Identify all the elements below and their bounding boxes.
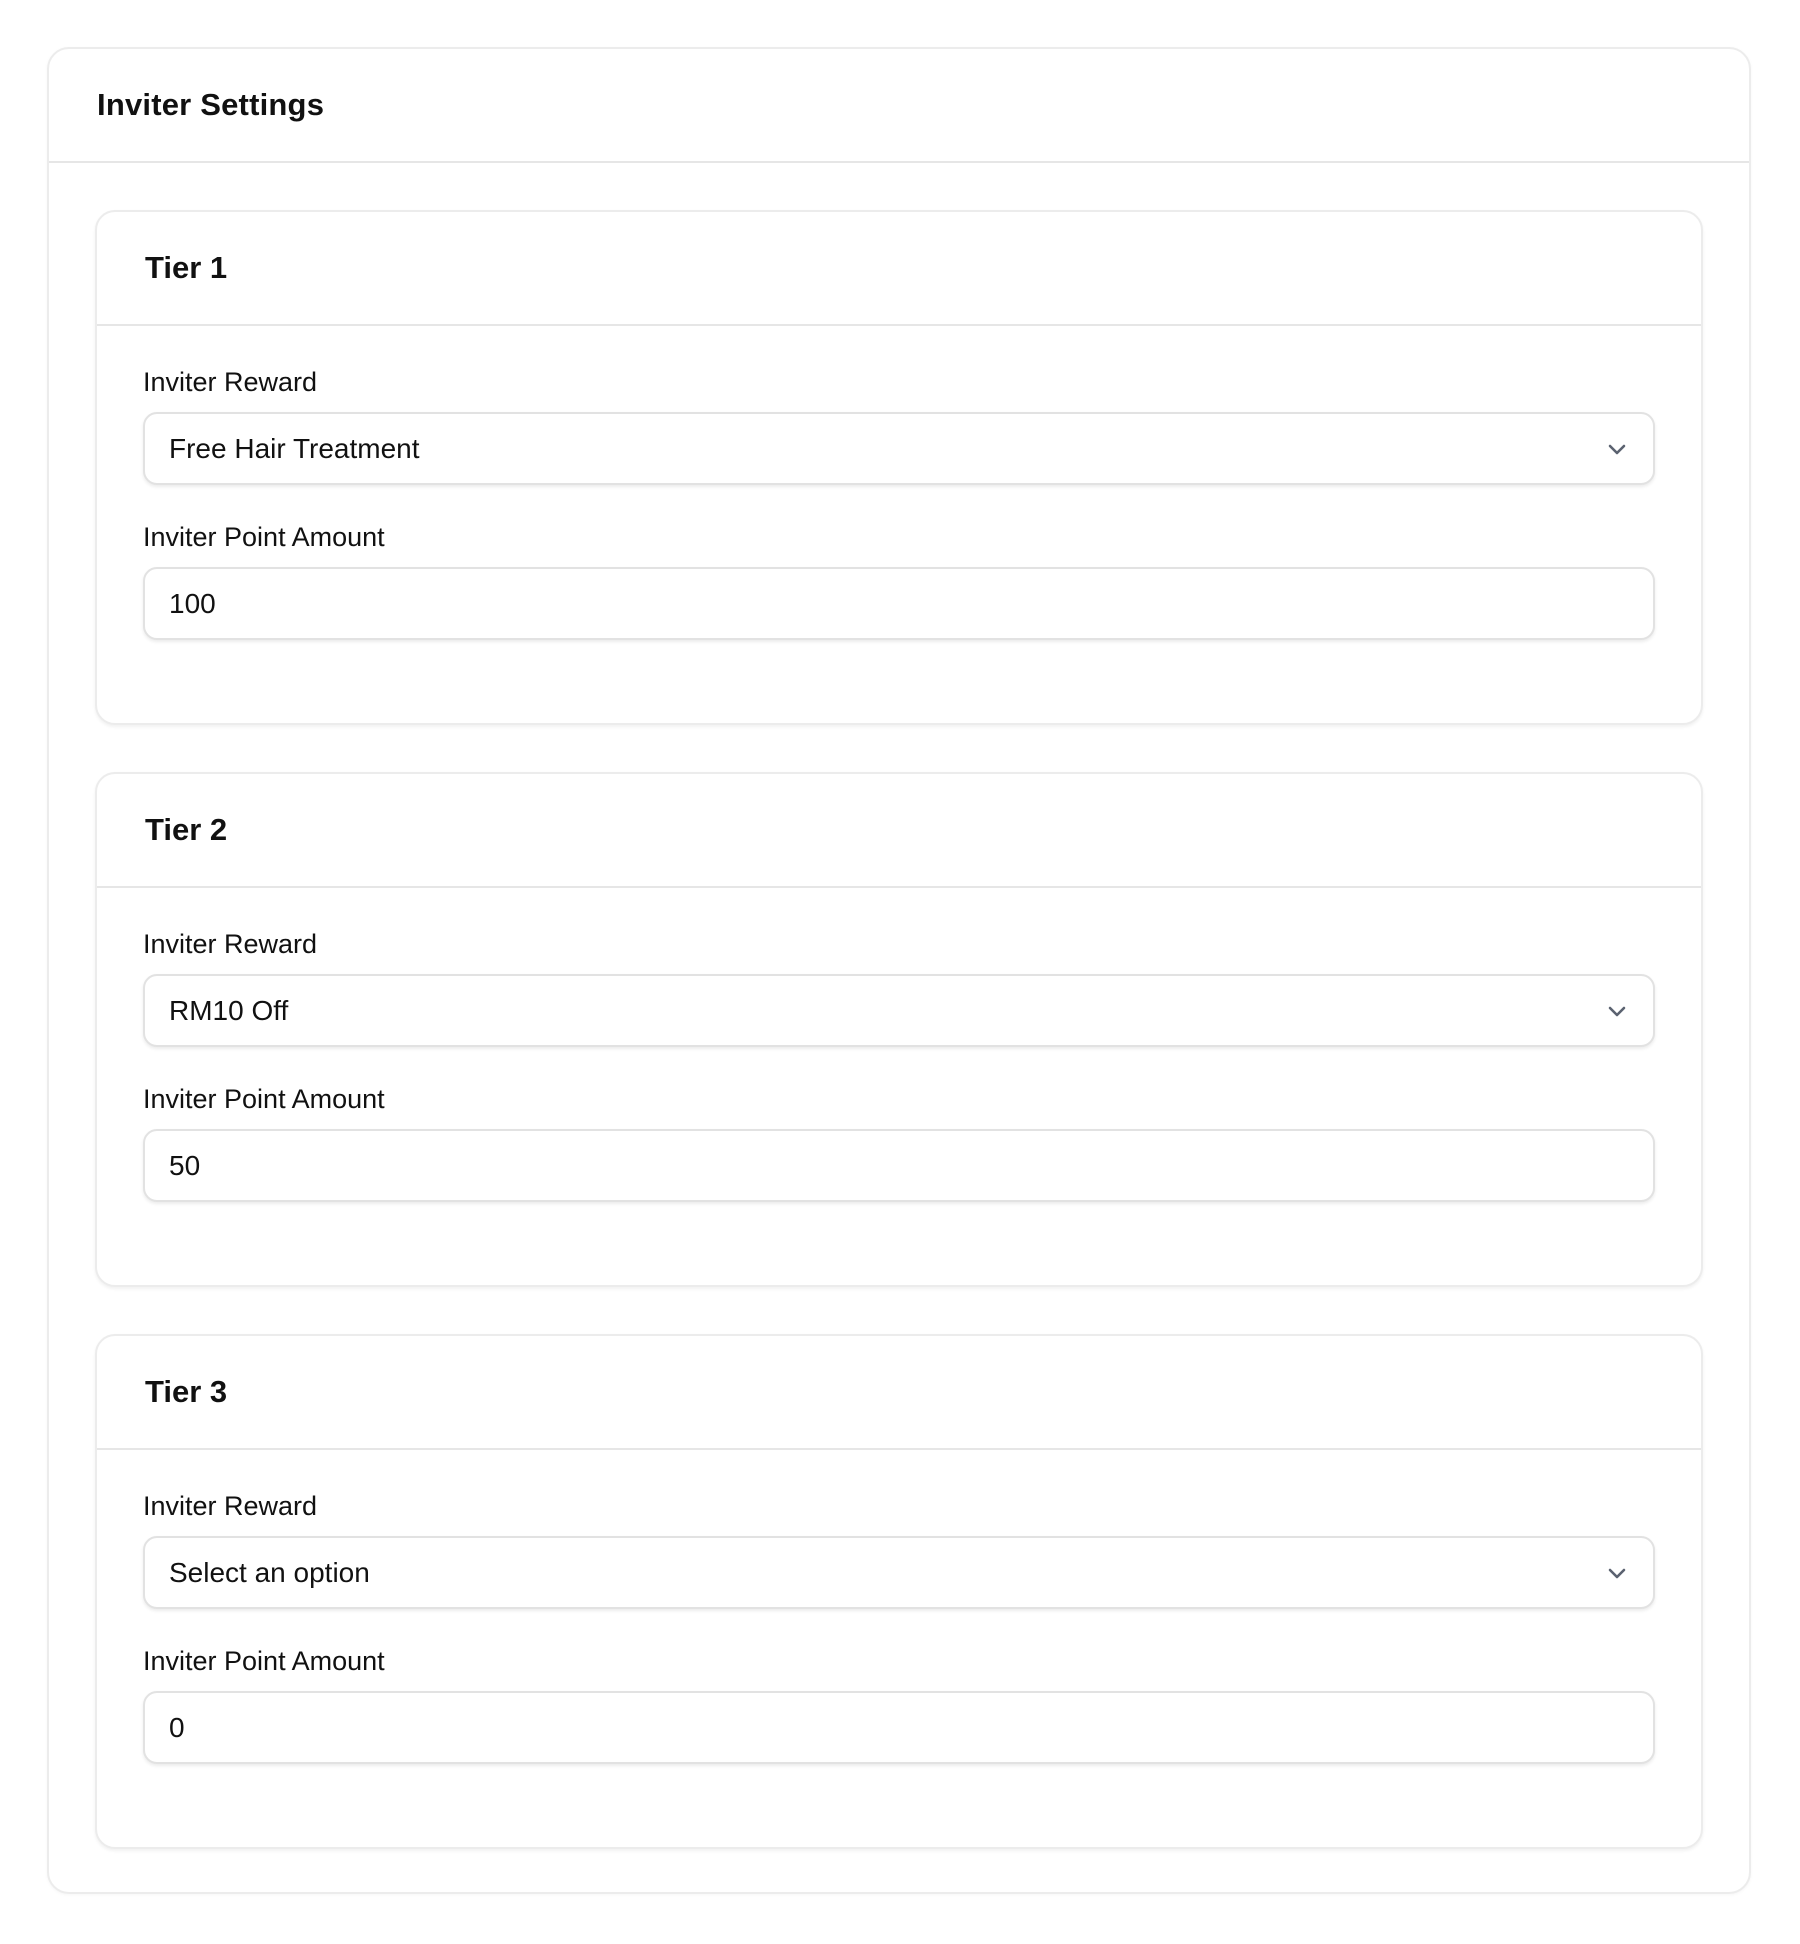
inviter-reward-select[interactable] [143,974,1655,1047]
inviter-point-amount-value: 50 [169,1149,201,1181]
chevron-down-icon [1605,999,1629,1023]
inviter-point-amount-input[interactable] [143,1691,1655,1764]
inviter-reward-label: Inviter Reward [143,1491,318,1521]
tiers-container [49,163,1749,1849]
tier-card-3 [95,1334,1703,1849]
tier-card-2 [95,772,1703,1287]
inviter-reward-value: Free Hair Treatment [169,432,420,464]
inviter-reward-select[interactable] [143,412,1655,485]
tier-card-1 [95,210,1703,725]
inviter-reward-value: RM10 Off [169,994,289,1026]
inviter-point-amount-value: 100 [169,587,216,619]
inviter-reward-select[interactable] [143,1536,1655,1609]
page-title: Inviter Settings [97,87,325,122]
inviter-reward-value: Select an option [169,1556,370,1588]
card-header [49,49,1749,163]
inviter-reward-label: Inviter Reward [143,929,318,959]
tier-title: Tier 2 [145,812,228,847]
tier-header [97,774,1701,888]
inviter-point-amount-input[interactable] [143,1129,1655,1202]
tier-header [97,1336,1701,1450]
chevron-down-icon [1605,437,1629,461]
tier-header [97,212,1701,326]
chevron-down-icon [1605,1561,1629,1585]
inviter-reward-label: Inviter Reward [143,367,318,397]
tier-title: Tier 3 [145,1374,228,1409]
inviter-point-amount-input[interactable] [143,567,1655,640]
inviter-settings-card [47,47,1751,1894]
inviter-point-amount-value: 0 [169,1711,185,1743]
inviter-point-amount-label: Inviter Point Amount [143,522,385,552]
inviter-point-amount-label: Inviter Point Amount [143,1084,385,1114]
inviter-point-amount-label: Inviter Point Amount [143,1646,385,1676]
tier-title: Tier 1 [145,250,228,285]
